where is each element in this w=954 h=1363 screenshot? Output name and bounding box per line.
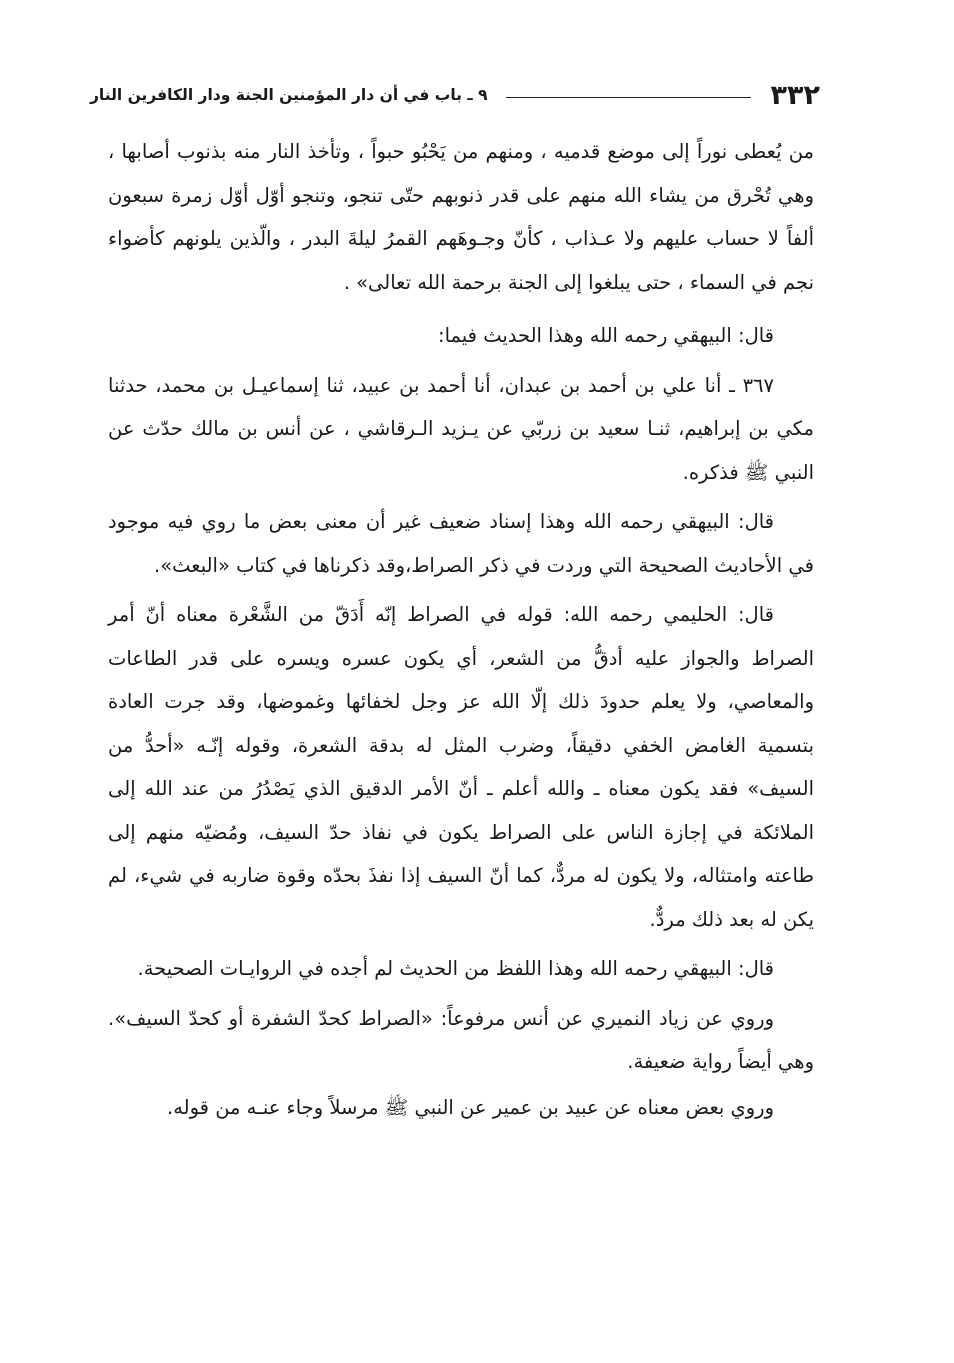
- paragraph-8: وروي بعض معناه عن عبيد بن عمير عن النبي ﷺ مرسلاً وجاء عنـه من قوله.: [167, 1095, 774, 1119]
- paragraph-1: من يُعطى نوراً إلى موضع قدميه ، ومنهم من يَحْبُو حبواً ، وتأخذ النار منه بذنوب أصابها ، وهي تُحْرق من يشاء الله منهم على قدر ذنوبهم حتّى تنجو، وتنجو أوّل أوّل زمرة سبعون ألفاً لا حساب عليهم ولا عـذاب ، كأنّ وجـوهَهم القمرُ ليلةَ البدر ، والّذين يلونهم كأضواء نجم في السماء ، حتى يبلغوا إلى الجنة برحمة الله تعالى» .: [108, 140, 814, 294]
- page-body: [108, 130, 814, 1129]
- chapter-title: ٩ ـ باب في أن دار المؤمنين الجنة ودار الكافرين النار: [90, 86, 488, 104]
- paragraph-2: قال: البيهقي رحمه الله وهذا الحديث فيما:: [438, 324, 774, 347]
- paragraph-7: وروي عن زياد النميري عن أنس مرفوعاً: «الصراط كحدّ الشفرة أو كحدّ السيف». وهي أيضاً رواية ضعيفة.: [108, 1006, 814, 1073]
- page-header: [90, 78, 820, 112]
- paragraph-4: قال: البيهقي رحمه الله وهذا إسناد ضعيف غير أن معنى بعض ما روي فيه موجود في الأحاديث الصحيحة التي وردت في ذكر الصراط،وقد ذكرناها في كتاب «البعث».: [108, 510, 814, 577]
- paragraph-6: قال: البيهقي رحمه الله وهذا اللفظ من الحديث لم أجده في الروايـات الصحيحة.: [137, 957, 774, 980]
- paragraph-3: ٣٦٧ ـ أنا علي بن أحمد بن عبدان، أنا أحمد بن عبيد، ثنا إسماعيـل بن محمد، حدثنا مكي بن إبراهيم، ثنـا سعيد بن زربّي عن يـزيد الـرقاشي ، عن أنس بن مالك حدّث عن النبي ﷺ فذكره.: [108, 373, 814, 484]
- page-number: ٣٣٢: [770, 79, 820, 111]
- paragraph-5: قال: الحليمي رحمه الله: قوله في الصراط إنّه أَدَقّ من الشَّعْرة معناه أنّ أمر الصراط والجواز عليه أدقُّ من الشعر، أي يكون عسره ويسره على قدر الطاعات والمعاصي، ولا يعلم حدودَ ذلك إلّا الله عز وجل لخفائها وغموضها، وقد جرت العادة بتسمية الغامض الخفي دقيقاً، وضرب المثل له بدقة الشعرة، وقوله إنّـه «أحدُّ من السيف» فقد يكون معناه ـ والله أعلم ـ أنّ الأمر الدقيق الذي يَصْدُرُ من عند الله إلى الملائكة في إجازة الناس على الصراط يكون في نفاذ حدّ السيف، ومُضيّه منهم إلى طاعته وامتثاله، ولا يكون له مردٌّ، كما أنّ السيف إذا نفذَ بحدّه وقوة ضاربه في شيء، لم يكن له بعد ذلك مردٌّ.: [108, 603, 814, 931]
- header-rule: [506, 97, 751, 98]
